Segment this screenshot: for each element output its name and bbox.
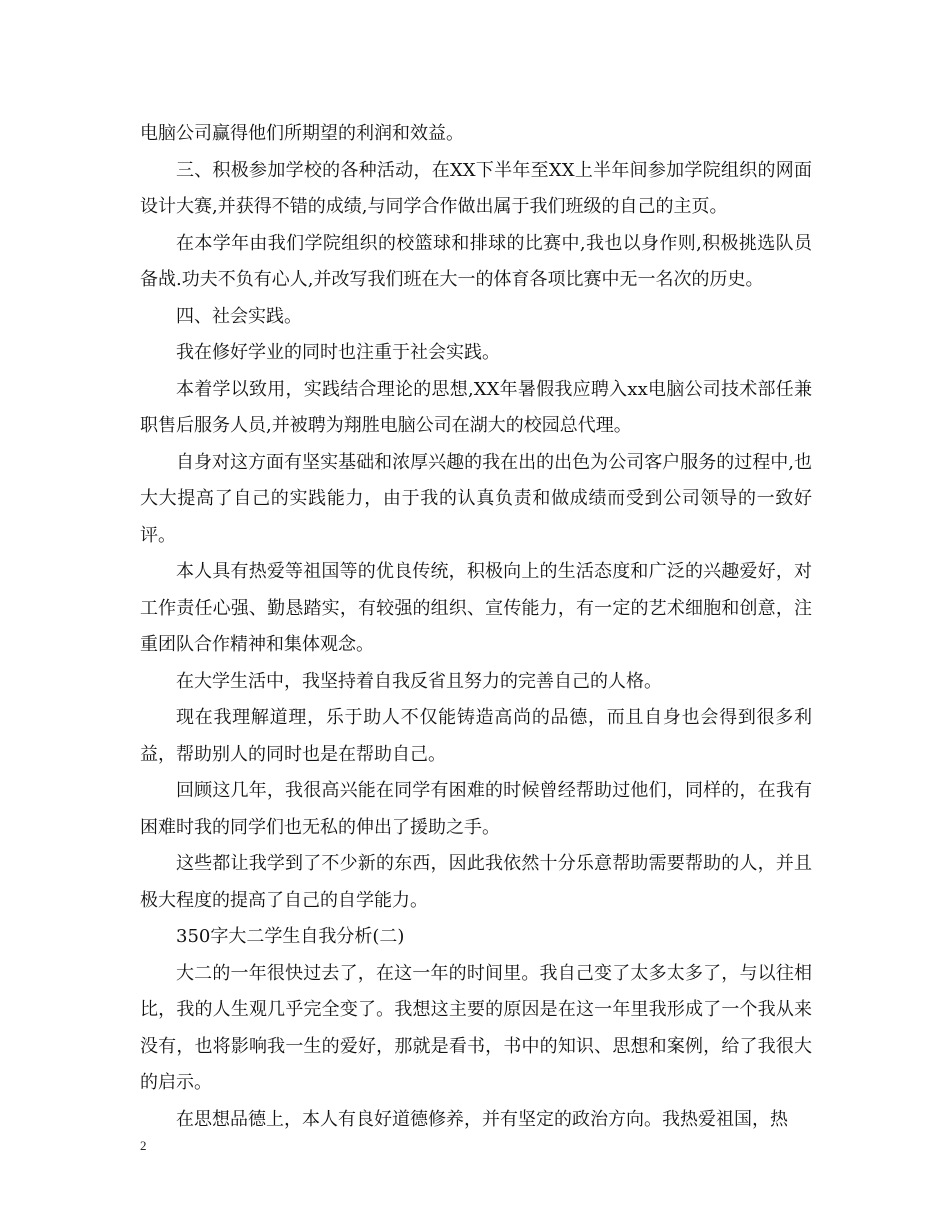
paragraph-15: 在思想品德上，本人有良好道德修养，并有坚定的政治方向。我热爱祖国，热 [176,1108,788,1130]
paragraph-8: 本人具有热爱等祖国等的优良传统，积极向上的生活态度和广泛的兴趣爱好，对工作责任心强、勤恳踏实，有较强的组织、宣传能力，有一定的艺术细胞和创意，注重团队合作精神和集体观念。 [140,561,812,655]
section-heading-social-practice: 四、社会实践。 [176,305,302,327]
paragraph-1: 电脑公司赢得他们所期望的利润和效益。 [140,123,464,144]
document-body [140,116,812,1138]
page-number: 2 [140,1138,147,1153]
paragraph-10: 现在我理解道理，乐于助人不仅能铸造高尚的品德，而且自身也会得到很多利益，帮助别人的同时也是在帮助自己。 [140,707,812,765]
paragraph-12: 这些都让我学到了不少新的东西，因此我依然十分乐意帮助需要帮助的人，并且极大程度的提高了自己的自学能力。 [140,853,812,911]
paragraph-9: 在大学生活中，我坚持着自我反省且努力的完善自己的人格。 [176,670,662,692]
paragraph-3: 在本学年由我们学院组织的校篮球和排球的比赛中,我也以身作则,积极挑选队员备战.功夫不负有心人,并改写我们班在大一的体育各项比赛中无一名次的历史。 [140,232,812,290]
paragraph-7: 自身对这方面有坚实基础和浓厚兴趣的我在出的出色为公司客户服务的过程中,也大大提高了自己的实践能力，由于我的认真负责和做成绩而受到公司领导的一致好评。 [140,451,812,546]
paragraph-2: 三、积极参加学校的各种活动，在XX下半年至XX上半年间参加学院组织的网面设计大赛,并获得不错的成绩,与同学合作做出属于我们班级的自己的主页。 [140,159,812,217]
paragraph-5: 我在修好学业的同时也注重于社会实践。 [176,342,500,363]
paragraph-6: 本着学以致用，实践结合理论的思想,XX年暑假我应聘入xx电脑公司技术部任兼职售后服务人员,并被聘为翔胜电脑公司在湖大的校园总代理。 [140,378,812,436]
paragraph-14: 大二的一年很快过去了，在这一年的时间里。我自己变了太多太多了，与以往相比，我的人生观几乎完全变了。我想这主要的原因是在这一年里我形成了一个我从来没有，也将影响我一生的爱好，那就是看书，书中的知识、思想和案例，给了我很大的启示。 [140,962,812,1093]
paragraph-11: 回顾这几年，我很高兴能在同学有困难的时候曾经帮助过他们，同样的，在我有困难时我的同学们也无私的伸出了援助之手。 [140,780,812,838]
section-title-part-two: 350字大二学生自我分析(二) [176,926,405,947]
